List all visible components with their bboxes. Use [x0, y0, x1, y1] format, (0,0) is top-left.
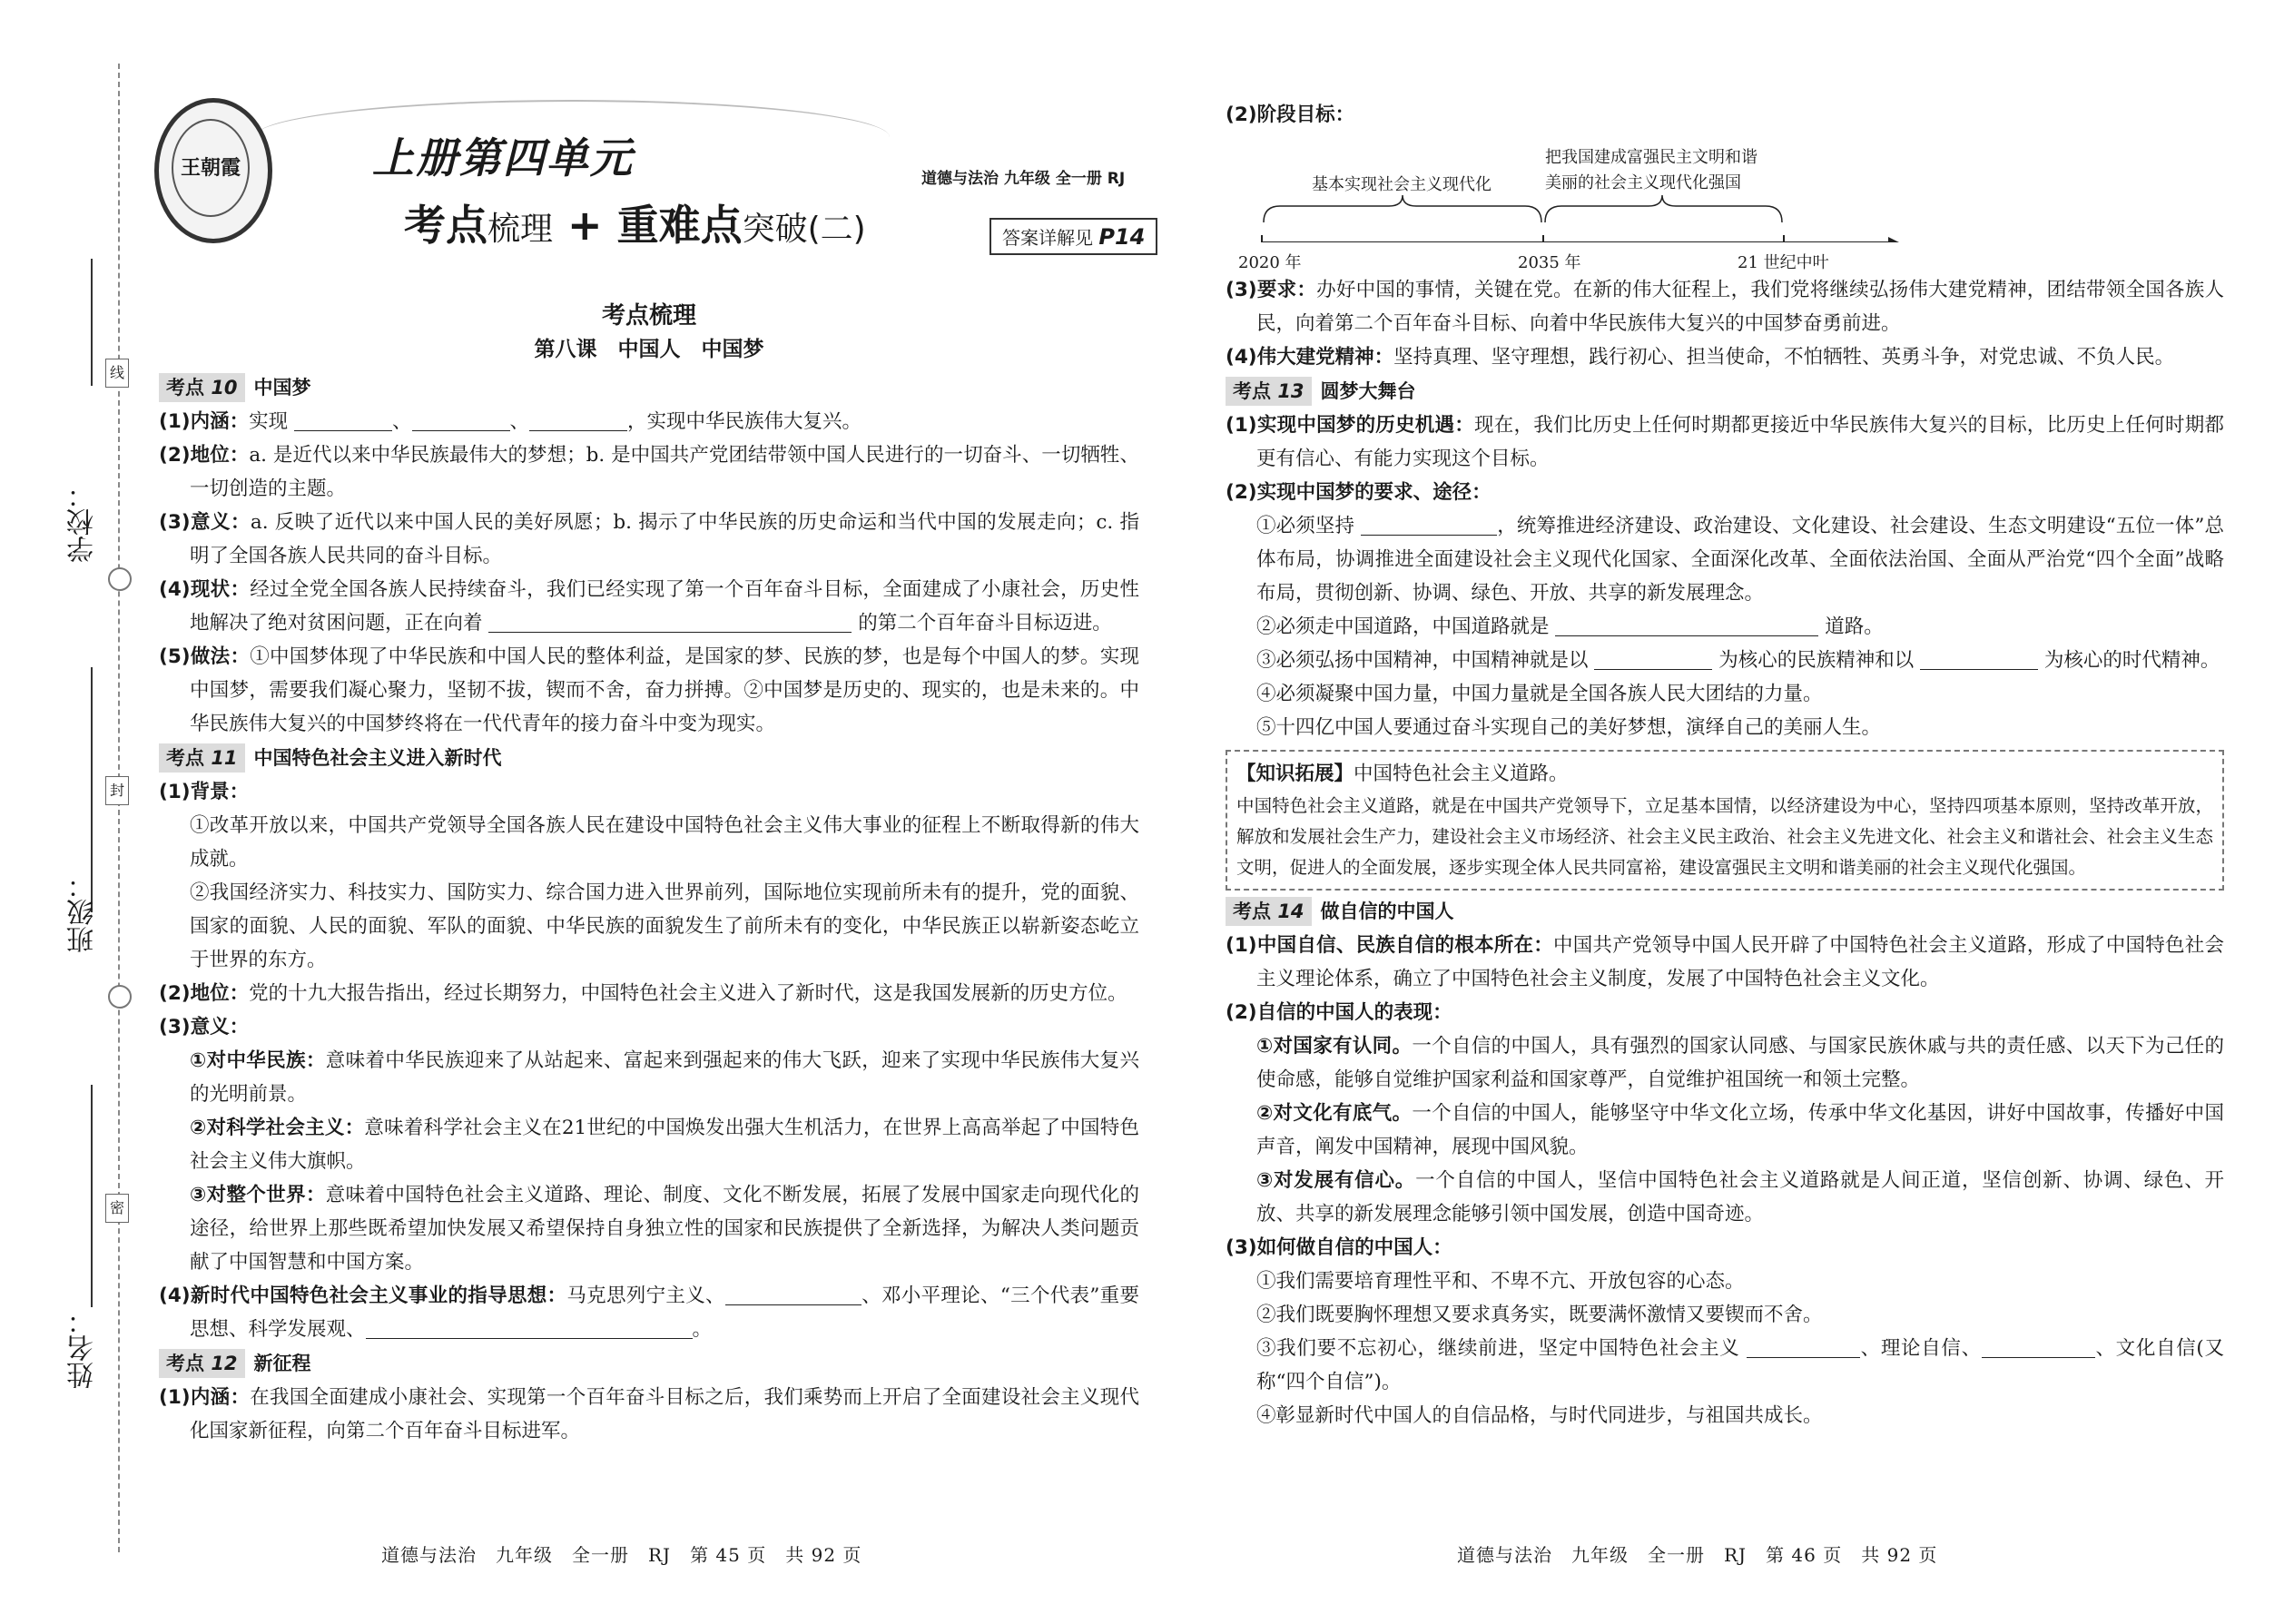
- name-label: 姓名：: [67, 1307, 99, 1389]
- timeline-goal-1: 基本实现社会主义现代化: [1312, 175, 1492, 194]
- publisher-logo: [154, 98, 272, 243]
- seal-line-char: 线: [105, 359, 129, 388]
- party-spirit: (4)伟大建党精神：坚持真理、坚守理想，践行初心、担当使命，不怕牺牲、英勇斗争，对党忠诚、不负人民。: [1226, 346, 2175, 369]
- stage-goal-head: (2)阶段目标：: [1226, 103, 1355, 126]
- kp14-how-2: ②我们既要胸怀理想又要求真务实，既要满怀激情又要锲而不舍。: [1256, 1304, 1823, 1326]
- kp14-how-1: ①我们需要培育理性平和、不卑不亢、开放包容的心态。: [1256, 1270, 1745, 1293]
- school-blank: [91, 259, 93, 386]
- kp13-path-3: ③必须弘扬中国精神，中国精神就是以 为核心的民族精神和以 为核心的时代精神。: [1226, 644, 2224, 677]
- kp12-heading: 考点 12 新征程: [159, 1348, 1139, 1379]
- kp10-item-2: (2)地位：a. 是近代以来中华民族最伟大的梦想；b. 是中国共产党团结带领中国人民进行的一切奋斗、一切牺牲、一切创造的主题。: [159, 444, 1139, 500]
- kp11-background-1: ①改革开放以来，中国共产党领导全国各族人民在建设中国特色社会主义伟大事业的征程上不断取得新的伟大成就。: [190, 814, 1139, 871]
- kp11-background-head: (1)背景：: [159, 781, 250, 803]
- kp11-position: (2)地位：党的十九大报告指出，经过长期努力，中国特色社会主义进入了新时代，这是我国发展新的历史方位。: [159, 982, 1127, 1005]
- sub-title: 考点梳理 + 重难点突破(二): [404, 201, 866, 250]
- kp14-expression-2: ②对文化有底气。一个自信的中国人，能够坚守中华文化立场，传承中华文化基因，讲好中国故事，传播好中国声音，阐发中国精神，展现中国风貌。: [1256, 1102, 2224, 1158]
- seal-circle: [108, 567, 132, 591]
- kp13-path-2: ②必须走中国道路，中国道路就是 道路。: [1226, 610, 2224, 644]
- timeline-years: [1226, 242, 2224, 273]
- kp13-item-2-head: (2)实现中国梦的要求、途径：: [1226, 481, 1492, 504]
- kp14-item-1: (1)中国自信、民族自信的根本所在：中国共产党领导中国人民开辟了中国特色社会主义道路，形成了中国特色社会主义理论体系，确立了中国特色社会主义制度，发展了中国特色社会主义文化。: [1226, 934, 2224, 990]
- timeline-year-2035: 2035 年: [1518, 253, 1581, 272]
- unit-title: 上册第四单元: [372, 133, 634, 182]
- kp13-path-1: ①必须坚持 ，统筹推进经济建设、政治建设、文化建设、社会建设、生态文明建设“五位一体”总体布局，协调推进全面建设社会主义现代化国家、全面深化改革、全面依法治国、全面从严治党“四个全面”战略布局，贯彻创新、协调、绿色、开放、共享的新发展理念。: [1226, 509, 2224, 610]
- kp11-significance-2: ②对科学社会主义：意味着科学社会主义在21世纪的中国焕发出强大生机活力，在世界上高高举起了中国特色社会主义伟大旗帜。: [190, 1117, 1139, 1173]
- kp14-heading: 考点 14 做自信的中国人: [1226, 896, 2224, 927]
- kp14-expression-1: ①对国家有认同。一个自信的中国人，具有强烈的国家认同感、与国家民族休戚与共的责任感、以天下为己任的使命感，能够自觉维护国家利益和国家尊严，自觉维护祖国统一和领土完整。: [1256, 1035, 2224, 1091]
- left-footer: 道德与法治 九年级 全一册 RJ 第 45 页 共 92 页: [381, 1544, 862, 1566]
- kp11-heading: 考点 11 中国特色社会主义进入新时代: [159, 743, 1139, 773]
- binding-line: [118, 64, 120, 1552]
- kp11-significance-3: ③对整个世界：意味着中国特色社会主义道路、理论、制度、文化不断发展，拓展了发展中国家走向现代化的途径，给世界上那些既希望加快发展又希望保持自身独立性的国家和民族提供了全新选择，为解决人类问题贡献了中国智慧和中国方案。: [190, 1184, 1139, 1274]
- left-column: [159, 300, 1139, 1448]
- kp11-significance-1: ①对中华民族：意味着中华民族迎来了从站起来、富起来到强起来的伟大飞跃，迎来了实现中华民族伟大复兴的光明前景。: [190, 1049, 1139, 1106]
- kp10-item-5: (5)做法：①中国梦体现了中华民族和中国人民的整体利益，是国家的梦、民族的梦，也是每个中国人的梦。实现中国梦，需要我们凝心聚力，坚韧不拔，锲而不舍，奋力拼搏。②中国梦是历史的、现实的，也是未来的。中华民族伟大复兴的中国梦终将在一代代青年的接力奋斗中变为现实。: [159, 645, 1139, 735]
- kp14-item-3-head: (3)如何做自信的中国人：: [1226, 1236, 1452, 1259]
- timeline-year-2020: 2020 年: [1238, 253, 1302, 272]
- timeline-goal-2b: 美丽的社会主义现代化强国: [1545, 173, 1741, 192]
- kp14-how-3: ③我们要不忘初心，继续前进，坚定中国特色社会主义 、理论自信、 、文化自信(又称“四个自信”)。: [1226, 1332, 2224, 1399]
- kp13-heading: 考点 13 圆梦大舞台: [1226, 376, 2224, 407]
- seal-seal-char: 封: [105, 776, 129, 805]
- seal-circle: [108, 985, 132, 1009]
- class-label: 班级：: [67, 871, 99, 953]
- right-footer: 道德与法治 九年级 全一册 RJ 第 46 页 共 92 页: [1457, 1544, 1938, 1566]
- knowledge-extension-text: 中国特色社会主义道路，就是在中国共产党领导下，立足基本国情，以经济建设为中心，坚持四项基本原则，坚持改革开放，解放和发展社会生产力，建设社会主义市场经济、社会主义民主政治、社会主义先进文化、社会主义和谐社会、社会主义生态文明，促进人的全面发展，逐步实现全体人民共同富裕，建设富强民主文明和谐美丽的社会主义现代化强国。: [1236, 795, 2213, 878]
- lesson-title: 第八课 中国人 中国梦: [534, 338, 764, 361]
- kp12-item-1: (1)内涵：在我国全面建成小康社会、实现第一个百年奋斗目标之后，我们乘势而上开启了全面建设社会主义现代化国家新征程，向第二个百年奋斗目标进军。: [159, 1386, 1139, 1442]
- kp10-item-3: (3)意义：a. 反映了近代以来中国人民的美好夙愿；b. 揭示了中华民族的历史命运和当代中国的发展走向；c. 指明了全国各族人民共同的奋斗目标。: [159, 511, 1139, 567]
- seal-secret-char: 密: [105, 1194, 129, 1223]
- logo-text: 王朝霞: [172, 119, 250, 217]
- kp10-heading: 考点 10 中国梦: [159, 372, 1139, 403]
- kp11-guiding-thought: (4)新时代中国特色社会主义事业的指导思想：马克思列宁主义、 、邓小平理论、“三个代表”重要思想、科学发展观、 。: [159, 1279, 1139, 1346]
- kp10-item-4: (4)现状：经过全党全国各族人民持续奋斗，我们已经实现了第一个百年奋斗目标，全面建成了小康社会，历史性地解决了绝对贫困问题，正在向着 的第二个百年奋斗目标迈进。: [159, 578, 1139, 635]
- series-info: 道德与法治 九年级 全一册 RJ: [921, 170, 1126, 188]
- kp14-expression-3: ③对发展有信心。一个自信的中国人，坚信中国特色社会主义道路就是人间正道，坚信创新、协调、绿色、开放、共享的新发展理念能够引领中国发展，创造中国奇迹。: [1256, 1169, 2224, 1225]
- kp13-path-5: ⑤十四亿中国人要通过奋斗实现自己的美好梦想，演绎自己的美丽人生。: [1256, 716, 1882, 739]
- kp13-item-1: (1)实现中国梦的历史机遇：现在，我们比历史上任何时期都更接近中华民族伟大复兴的目标，比历史上任何时期都更有信心、有能力实现这个目标。: [1226, 414, 2224, 470]
- stage-timeline: [1226, 132, 2224, 242]
- timeline-goal-2a: 把我国建成富强民主文明和谐: [1545, 148, 1757, 167]
- school-label: 学校：: [67, 481, 99, 563]
- kp11-background-2: ②我国经济实力、科技实力、国防实力、综合国力进入世界前列，国际地位实现前所未有的提升，党的面貌、国家的面貌、人民的面貌、军队的面貌、中华民族的面貌发生了前所未有的变化，中华民族正以崭新姿态屹立于世界的东方。: [190, 881, 1139, 971]
- name-blank: [91, 1085, 93, 1307]
- section-title: 考点梳理: [601, 302, 696, 330]
- knowledge-extension-title: 【知识拓展】中国特色社会主义道路。: [1236, 763, 1569, 785]
- requirement: (3)要求：办好中国的事情，关键在党。在新的伟大征程上，我们党将继续弘扬伟大建党精神，团结带领全国各族人民，向着第二个百年奋斗目标、向着中华民族伟大复兴的中国梦奋勇前进。: [1226, 279, 2224, 335]
- timeline-mid-century: 21 世纪中叶: [1738, 253, 1829, 272]
- kp14-item-2-head: (2)自信的中国人的表现：: [1226, 1001, 1452, 1024]
- kp11-significance-head: (3)意义：: [159, 1016, 250, 1038]
- knowledge-extension-box: [1226, 750, 2224, 891]
- answer-reference: 答案详解见 P14: [989, 218, 1157, 255]
- kp14-how-4: ④彰显新时代中国人的自信品格，与时代同进步，与祖国共成长。: [1256, 1404, 1823, 1427]
- right-column: [1226, 98, 2224, 1432]
- kp13-path-4: ④必须凝聚中国力量，中国力量就是全国各族人民大团结的力量。: [1256, 683, 1823, 705]
- kp10-item-1: (1)内涵：实现 、 、 ，实现中华民族伟大复兴。: [159, 405, 1139, 438]
